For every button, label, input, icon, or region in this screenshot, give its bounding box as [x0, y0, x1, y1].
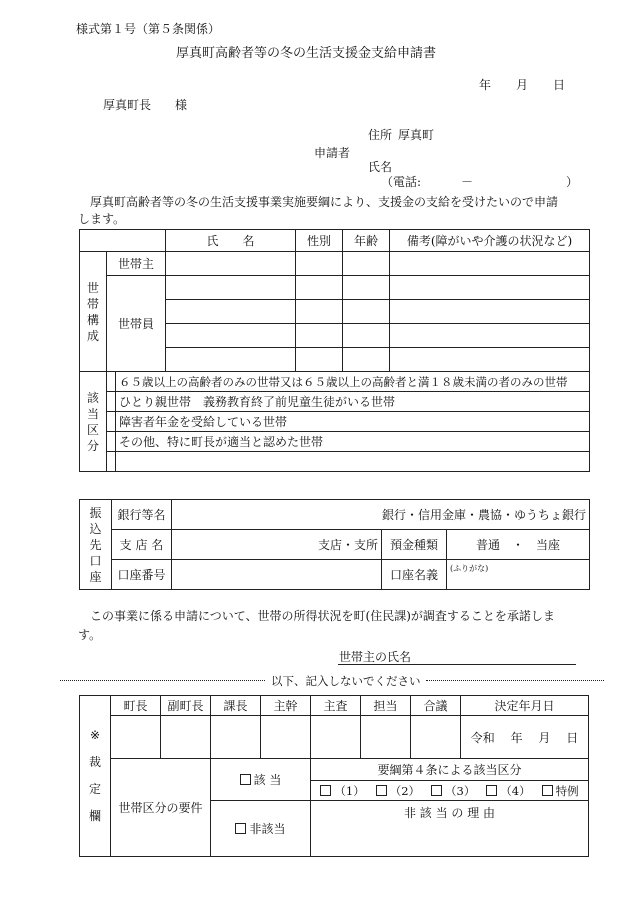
household-char: 構 [86, 312, 99, 327]
article-category-label: 要綱第４条による該当区分 [311, 759, 589, 781]
bank-table [79, 499, 590, 590]
branch-label: 支 店 名 [112, 530, 172, 560]
account-name-field[interactable] [447, 560, 590, 590]
tel-close: ） [566, 175, 579, 189]
divider-text: 以下、記入しないでください [271, 674, 421, 688]
member-note-cell[interactable] [390, 276, 590, 300]
member-name-cell[interactable] [166, 276, 296, 300]
applicant-label: 申請者 [314, 146, 351, 160]
form-title: 厚真町高齢者等の冬の生活支援金支給申請書 [176, 46, 437, 61]
office-side-char: 定 [88, 782, 101, 796]
member-name-cell[interactable] [166, 348, 296, 372]
category-checkbox-cell[interactable] [107, 372, 116, 392]
member-name-cell[interactable] [166, 300, 296, 324]
signature-label: 世帯主の氏名 [339, 650, 412, 664]
category-checkbox-cell[interactable] [107, 432, 116, 452]
stamp-cell[interactable] [161, 716, 211, 759]
reason-label: 非 該 当 の 理 由 [403, 806, 496, 820]
account-number-field[interactable] [172, 560, 382, 590]
option-2: （2） [389, 783, 421, 798]
bank-char: 込 [89, 521, 102, 536]
category-char: 分 [86, 438, 99, 453]
col-age-header: 年齢 [343, 230, 390, 252]
checkbox-icon[interactable] [431, 785, 442, 796]
checkbox-icon[interactable] [240, 774, 251, 785]
decision-date-field[interactable]: 令和 年 月 日 [461, 716, 589, 759]
member-note-cell[interactable] [390, 348, 590, 372]
category-item-4: その他、特に町長が適当と認めた世帯 [116, 432, 590, 452]
checkbox-icon[interactable] [235, 823, 246, 834]
office-side-char: 裁 [88, 755, 101, 769]
bank-char: 振 [89, 505, 102, 520]
member-sex-cell[interactable] [296, 348, 343, 372]
checkbox-icon[interactable] [542, 785, 553, 796]
bank-name-field[interactable]: 銀行・信用金庫・農協・ゆうちょ銀行 [172, 500, 590, 530]
household-head-label: 世帯主 [107, 252, 166, 276]
branch-field[interactable]: 支店・支所 [172, 530, 382, 560]
bank-name-label: 銀行等名 [112, 500, 172, 530]
household-member-label: 世帯員 [107, 276, 166, 372]
col-name-header: 氏 名 [166, 230, 296, 252]
form-number: 様式第１号（第５条関係） [76, 22, 221, 36]
category-item-1: ６５歳以上の高齢者のみの世帯又は６５歳以上の高齢者と満１８歳未満の者のみの世帯 [116, 372, 590, 392]
deposit-type-label: 預金種類 [382, 530, 447, 560]
approver-mayor: 町長 [111, 696, 161, 716]
member-sex-cell[interactable] [296, 300, 343, 324]
divider-right [426, 680, 604, 681]
approver-inspector: 主査 [311, 696, 361, 716]
stamp-cell[interactable] [361, 716, 411, 759]
head-note-cell[interactable] [390, 252, 590, 276]
signature-line[interactable] [338, 664, 576, 665]
household-char: 成 [86, 328, 99, 343]
address-value: 厚真町 [398, 128, 435, 142]
stamp-cell[interactable] [411, 716, 461, 759]
member-sex-cell[interactable] [296, 276, 343, 300]
category-char: 当 [86, 406, 99, 421]
account-number-label: 口座番号 [112, 560, 172, 590]
bank-char: 口 [89, 553, 102, 568]
office-side-char: 欄 [88, 809, 101, 823]
member-age-cell[interactable] [343, 324, 390, 348]
date-day: 日 [553, 78, 566, 92]
category-char: 該 [86, 390, 99, 405]
col-note-header: 備考(障がいや介護の状況など) [390, 230, 590, 252]
intro-text-line2: します。 [78, 212, 126, 226]
addressee: 厚真町長 様 [103, 98, 188, 112]
category-checkbox-cell[interactable] [107, 452, 116, 472]
stamp-cell[interactable] [261, 716, 311, 759]
not-applicable-label: 非該当 [249, 822, 286, 836]
checkbox-icon[interactable] [376, 785, 387, 796]
decision-date-label: 決定年月日 [461, 696, 589, 716]
bank-section-label [80, 500, 112, 590]
divider-left [60, 680, 265, 681]
approver-staff: 担当 [361, 696, 411, 716]
approver-deputy-mayor: 副町長 [161, 696, 211, 716]
head-name-cell[interactable] [166, 252, 296, 276]
member-note-cell[interactable] [390, 324, 590, 348]
consent-text-line1: この事業に係る申請について、世帯の所得状況を町(住民課)が調査することを承諾しま [90, 609, 555, 623]
option-3: （3） [445, 783, 476, 798]
member-sex-cell[interactable] [296, 324, 343, 348]
tel-dash: － [461, 175, 474, 189]
member-note-cell[interactable] [390, 300, 590, 324]
stamp-cell[interactable] [211, 716, 261, 759]
category-item-3: 障害者年金を受給している世帯 [116, 412, 590, 432]
account-name-label: 口座名義 [382, 560, 447, 590]
option-special: 特例 [555, 783, 579, 798]
stamp-cell[interactable] [311, 716, 361, 759]
category-item-blank[interactable] [116, 452, 590, 472]
date-month: 月 [516, 78, 529, 92]
approver-consultation: 合議 [411, 696, 461, 716]
category-checkbox-cell[interactable] [107, 392, 116, 412]
office-side-label [80, 696, 111, 857]
applicable-label: 該 当 [253, 773, 282, 787]
consent-text-line2: す。 [78, 628, 102, 642]
approver-senior-officer: 主幹 [261, 696, 311, 716]
address-label: 住所 [368, 128, 393, 142]
requirement-label: 世帯区分の要件 [111, 759, 211, 857]
col-sex-header: 性別 [296, 230, 343, 252]
checkbox-icon[interactable] [486, 785, 497, 796]
header-empty-cell [80, 230, 166, 252]
category-checkbox-cell[interactable] [107, 412, 116, 432]
furigana-label: (ふりがな) [450, 564, 489, 573]
member-age-cell[interactable] [343, 348, 390, 372]
office-mark: ※ [89, 728, 101, 742]
household-table [79, 229, 590, 472]
category-section-label [80, 372, 107, 472]
intro-text-line1: 厚真町高齢者等の冬の生活支援事業実施要綱により、支援金の支給を受けたいので申請 [90, 195, 559, 209]
name-label: 氏名 [368, 160, 393, 174]
date-year: 年 [479, 78, 492, 92]
member-age-cell[interactable] [343, 300, 390, 324]
category-item-2: ひとり親世帯 義務教育終了前児童生徒がいる世帯 [116, 392, 590, 412]
household-section-label [80, 252, 107, 372]
member-name-cell[interactable] [166, 324, 296, 348]
not-applicable-option[interactable] [211, 801, 311, 857]
tel-label: （電話: [381, 175, 422, 189]
deposit-type-field[interactable]: 普通 ・ 当座 [447, 530, 590, 560]
category-char: 区 [86, 422, 99, 437]
stamp-cell[interactable] [111, 716, 161, 759]
member-age-cell[interactable] [343, 276, 390, 300]
bank-char: 座 [89, 569, 102, 584]
applicable-option[interactable] [211, 759, 311, 801]
office-use-table [79, 695, 589, 857]
approver-section-chief: 課長 [211, 696, 261, 716]
household-char: 帯 [86, 296, 99, 311]
article-category-options[interactable] [311, 781, 589, 801]
household-char: 世 [86, 280, 99, 295]
checkbox-icon[interactable] [320, 785, 331, 796]
head-sex-cell[interactable] [296, 252, 343, 276]
reason-field[interactable] [311, 801, 589, 857]
option-1: （1） [334, 783, 365, 798]
option-4: （4） [500, 783, 531, 798]
bank-char: 先 [89, 537, 102, 552]
head-age-cell[interactable] [343, 252, 390, 276]
